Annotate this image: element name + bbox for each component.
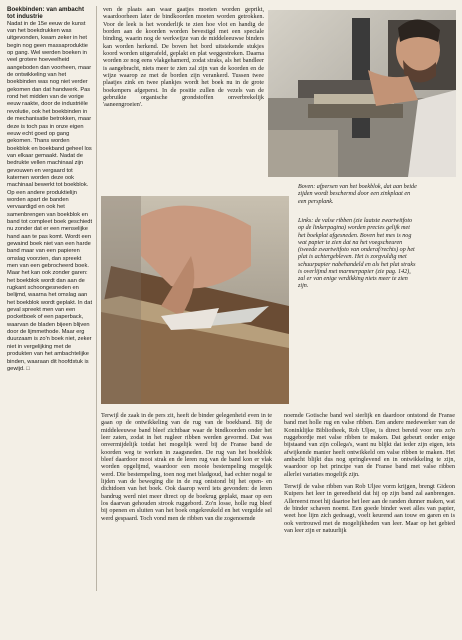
bottom-left-column [101,412,272,522]
bottom-left-text: Terwijl de zaak in de pers zit, heeft de binder gelegenheid even in te gaan op de ontwikkeling van de rug van de boekband. Bij de middeleeuwse band bleef zichtbaar waar de bindkoorden onder het leer zaten, zodat in het rugleer ribben werden gevormd. Dat was onvermijdelijk totdat het mogelijk werd bij de Franse band de koorden weg te werken in zaagsneden. De rug van het boekblok bleef daardoor mooi strak en de leren rug van de band kon er vlak worden opgelijmd, waardoor een mooie bestempeling mogelijk werd. Die bestempeling, toen nog met bladgoud, had echter nogal te lijden van de beweging die in de rug ontstond bij het open- en dichtdoen van het boek. Ook daarop werd iets gevonden: de leren bandrug werd niet meer direct op de boekrug geplakt, maar op een los daarvan gehouden strook ruggebord. Zo'n losse, holle rug bleef bij openen en sluiten van het boek ongekreukeld en het vergulde sel werd gespaard. Toch vond men de ribben van die zogenoemde [101,412,272,522]
caption-left-text: Links: de valse ribben (zie laatste zwartwitfoto op de linkerpagina) worden precies gelijk met het boekplat afgesneden. Boven het mes is nog wat papier te zien dat na het voegscheuren (tweede zwartwitfoto van onderaf/rechts) op het plat is achtergebleven. Het is zorgvuldig met schuurpapier nabehandeld en als het plat straks is overlijmd met marmerpapier (zie pag. 142), zal er van enige verdikking niets meer te zien zijn. [298,218,416,290]
caption-top-text: Boven: afpersen van het boekblok, dat aan beide zijden wordt beschermd door een zinkplaat en een persplank. [298,184,417,205]
bottom-right-text-2: Terwijl de valse ribben van Rob Uljee vorm krijgen, brengt Gideon Kuipers het leer in gereedheid dat hij op zijn band zal aanbrengen. Allereerst moet hij daartoe het leer aan de randen dunner maken, wat de binder schaven noemt. Een goede binder weet alles van papier, weet hoe lijm zich gedraagt, voelt keurend aan touw en garen en is ook vertrouwd met de mogelijkheden van leer. Maar op het gebied van leer zijn er natuurlijk [284,483,455,535]
sidebar-body: Nadat in de 15e eeuw de kunst van het boekdrukken was uitgevonden, kwam zeker in het begin nog geen massaproduktie op gang. Wel werden boeken in veel grotere hoeveelheid aangeboden dan voorheen, maar de ontwikkeling van het boekbinden was nog niet verder gekomen dan dat handwerk. Pas rond het midden van de vorige eeuw raakte, door de industriële revolutie, ook het boekbinden in de mechanisatie betrokken, maar deze is toch pas in onze eigen eeuw echt goed op gang gekomen. Thans worden boekblok en boekband geheel los van elkaar gemaakt. Nadat de bedrukte vellen machinaal zijn gevouwen en vergaard tot katernen worden deze ook machinaal bewerkt tot boekblok. Op een andere produktielijn worden apart de banden vervaardigd en ook het samenbrengen van boekblok en band tot compleet boek geschiedt nu zonder dat er een menselijke hand aan te pas komt. Wordt een gewaind boek niet van een harde band maar van een papieren omslag voorzien, dan spreekt men van een gebrocheerd boek. Maar het kan ook zonder garen: het boekblok wordt dan aan de rugkant schoongesneden en belijmd, waarna het omslag aan het boekblok wordt geplakt. In dat geval spreekt men van een pocketboek of een paperback, waarvan de bladen bijeen blijven door de lijmmethode. Maar erg duurzaam is zo'n boek niet, zeker niet in vergelijking met de produkten van het ambachtelijke binden, waaraan dit hoofdstuk is gewijd. □ [7,20,93,372]
bottom-right-column [284,412,455,535]
top-column [103,6,264,109]
sidebar-title: Boekbinden: van ambacht tot industrie [7,6,85,21]
top-column-text: ven de plaats aan waar gaatjes moeten worden geprikt, waardoorheen later de bindkoorden moeten worden getrokken. Voor de leek is het wonderlijk te zien hoe vlot en handig de borden aan de koorden worden bevestigd met een speciale binding, waarin nog de werkwijze van de middeleeuwse binders kan worden herkend. De boven het bord uitstekende stukjes koord worden uitgerafeld, geplakt en plat weggestreken. Daarna worden ze nog eens vlakgehamerd, zodat straks, als het bandleer is aangebracht, niets meer te zien zal zijn van de koorden en de wijze waarop ze met de borden zijn verankerd. Tussen twee plaatjes zink en twee plankjes wordt het boek nu in de grote boekenpers afgeperst. In de positie zullen de vezels van de gebruikte organische grondstoffen onverbrekelijk 'aaneengroeien'. [103,6,264,109]
caption-top [298,184,420,206]
photo-book-press [268,10,456,177]
bottom-right-text: noemde Gotische band wel sierlijk en daardoor ontstond de Franse band met holle rug en valse ribben. Een andere medewerker van de Koninklijke Bibliotheek, Rob Uljee, is direct bereid voor ons zo'n ruggebordje met valse ribben te maken. Dat gebeurt onder enige bijstaand van zijn collega's, want nu blijkt dat ieder zijn eigen, iets afwijkende manier heeft ontwikkeld om valse ribben te maken. Het ambacht blijkt dus nog springlevend en in ontwikkeling te zijn, waardoor op het principe van de Franse band met valse ribben allerlei variaties mogelijk zijn. [284,412,455,478]
sidebar [7,6,93,373]
column-divider [96,6,97,591]
caption-left [298,218,418,291]
photo-cutting-ribs [101,196,289,404]
